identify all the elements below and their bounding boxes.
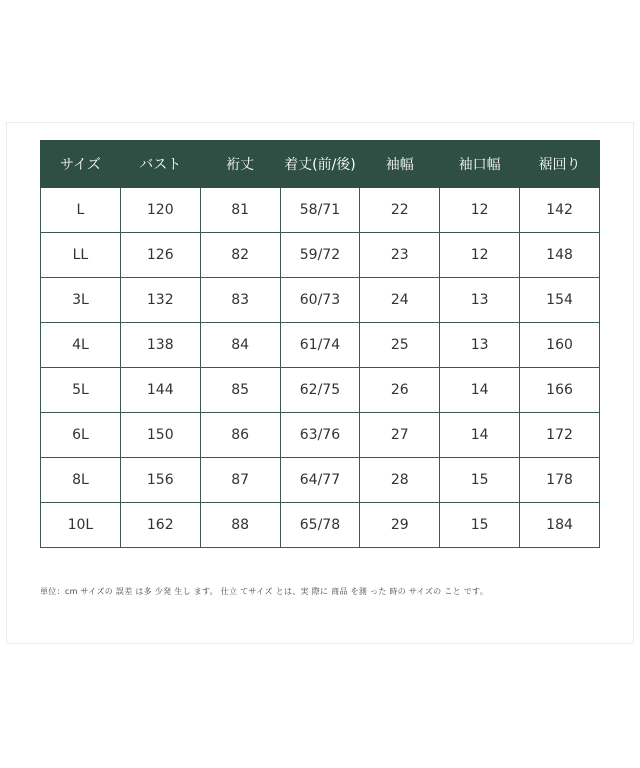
table-cell: 24 xyxy=(360,278,440,323)
table-cell: 81 xyxy=(200,188,280,233)
table-cell: 58/71 xyxy=(280,188,360,233)
table-cell: 86 xyxy=(200,413,280,458)
table-cell: 60/73 xyxy=(280,278,360,323)
table-cell: 15 xyxy=(440,458,520,503)
table-cell: 4L xyxy=(41,323,121,368)
table-cell: 61/74 xyxy=(280,323,360,368)
table-cell: L xyxy=(41,188,121,233)
table-cell: 22 xyxy=(360,188,440,233)
header-size: サイズ xyxy=(41,141,121,188)
header-cuff-width: 袖口幅 xyxy=(440,141,520,188)
size-note: 単位：cm サイズの 誤差 は多 少発 生し ます。 仕立 てサイズ とは、実 際に 商品 を測 った 時の サイズの こと です。 xyxy=(40,587,489,596)
size-chart-table xyxy=(40,140,600,548)
table-cell: 6L xyxy=(41,413,121,458)
table-cell: 138 xyxy=(120,323,200,368)
table-header-row xyxy=(41,141,600,188)
table-cell: 85 xyxy=(200,368,280,413)
header-hem: 裾回り xyxy=(520,141,600,188)
table-cell: 83 xyxy=(200,278,280,323)
table-cell: 8L xyxy=(41,458,121,503)
table-cell: 62/75 xyxy=(280,368,360,413)
table-cell: 144 xyxy=(120,368,200,413)
header-sleeve-width: 袖幅 xyxy=(360,141,440,188)
table-cell: 15 xyxy=(440,503,520,548)
table-cell: 126 xyxy=(120,233,200,278)
table-cell: 162 xyxy=(120,503,200,548)
table-cell: 10L xyxy=(41,503,121,548)
table-cell: 14 xyxy=(440,368,520,413)
table-cell: 65/78 xyxy=(280,503,360,548)
table-cell: 154 xyxy=(520,278,600,323)
table-cell: 120 xyxy=(120,188,200,233)
table-cell: 59/72 xyxy=(280,233,360,278)
table-cell: 84 xyxy=(200,323,280,368)
table-cell: 150 xyxy=(120,413,200,458)
table-cell: 14 xyxy=(440,413,520,458)
table-cell: 166 xyxy=(520,368,600,413)
table-cell: LL xyxy=(41,233,121,278)
table-cell: 12 xyxy=(440,233,520,278)
table-row xyxy=(41,503,600,548)
table-cell: 184 xyxy=(520,503,600,548)
table-cell: 148 xyxy=(520,233,600,278)
table-cell: 156 xyxy=(120,458,200,503)
table-cell: 88 xyxy=(200,503,280,548)
table-cell: 160 xyxy=(520,323,600,368)
table-cell: 82 xyxy=(200,233,280,278)
table-cell: 29 xyxy=(360,503,440,548)
header-yuki: 裄丈 xyxy=(200,141,280,188)
table-cell: 63/76 xyxy=(280,413,360,458)
table-cell: 13 xyxy=(440,278,520,323)
table-cell: 87 xyxy=(200,458,280,503)
table-cell: 64/77 xyxy=(280,458,360,503)
table-cell: 178 xyxy=(520,458,600,503)
header-length: 着丈(前/後) xyxy=(280,141,360,188)
table-cell: 26 xyxy=(360,368,440,413)
table-row xyxy=(41,458,600,503)
table-cell: 23 xyxy=(360,233,440,278)
table-cell: 12 xyxy=(440,188,520,233)
header-bust: バスト xyxy=(120,141,200,188)
table-cell: 5L xyxy=(41,368,121,413)
table-cell: 28 xyxy=(360,458,440,503)
table-row xyxy=(41,413,600,458)
table-row xyxy=(41,233,600,278)
table-row xyxy=(41,323,600,368)
table-row xyxy=(41,278,600,323)
table-cell: 172 xyxy=(520,413,600,458)
table-cell: 142 xyxy=(520,188,600,233)
table-row xyxy=(41,188,600,233)
table-row xyxy=(41,368,600,413)
table-cell: 25 xyxy=(360,323,440,368)
table-cell: 3L xyxy=(41,278,121,323)
table-cell: 132 xyxy=(120,278,200,323)
table-cell: 13 xyxy=(440,323,520,368)
table-cell: 27 xyxy=(360,413,440,458)
